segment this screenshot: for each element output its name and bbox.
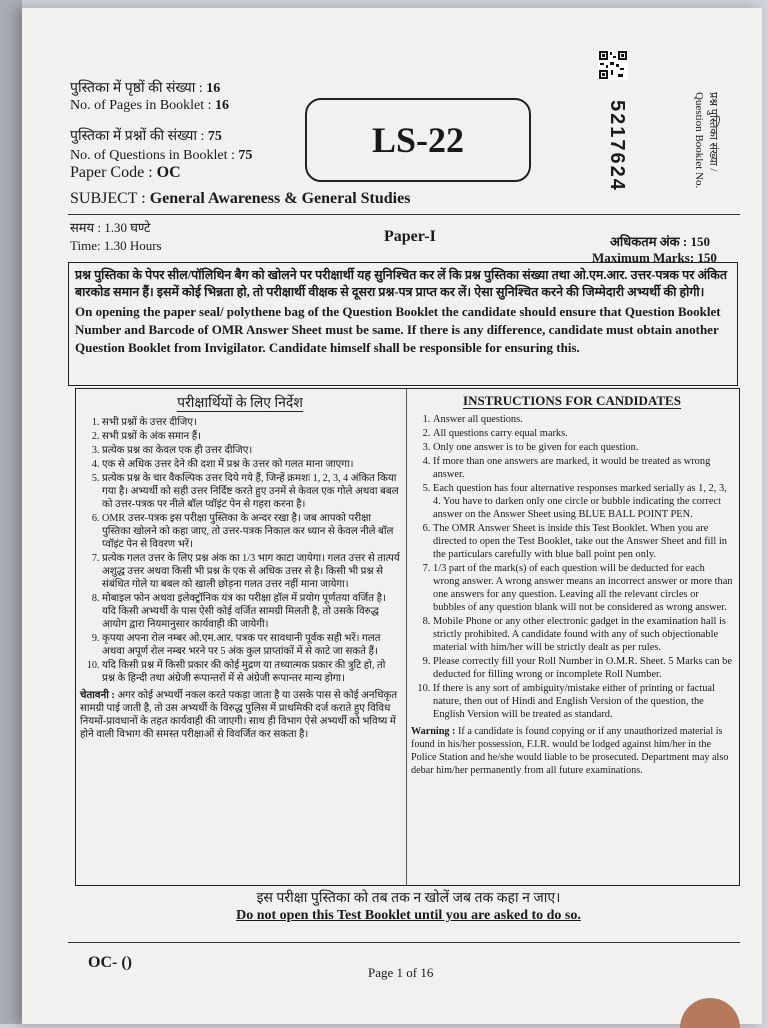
seal-warning-box <box>68 262 738 386</box>
list-item: 1. सभी प्रश्नों के उत्तर दीजिए। <box>102 416 400 429</box>
paper-code: Paper Code : OC <box>70 164 181 181</box>
list-item: 2. All questions carry equal marks. <box>433 427 733 440</box>
do-not-open-hi: इस परीक्षा पुस्तिका को तब तक न खोलें जब तक कहा न जाए। <box>256 891 561 906</box>
booklet-number: 5217624 <box>606 100 628 192</box>
instructions-en-list <box>411 413 733 721</box>
page-number: Page 1 of 16 <box>368 965 434 980</box>
seal-warning-hi: प्रश्न पुस्तिका के पेपर सील/पॉलिथिन बैग को खोलने पर परीक्षार्थी यह सुनिश्चित कर लें कि प्रश्न पुस्तिका संख्या तथा ओ.एम.आर. उत्तर-पत्रक पर अंकित बारकोड समान हैं। इसमें कोई भिन्नता हो, तो परीक्षार्थी वीक्षक से दूसरा प्रश्न-पत्र प्राप्त कर लें। ऐसा सुनिश्चित करने की जिम्मेदारी अभ्यर्थी की होगी। <box>75 268 727 299</box>
booklet-code-box: LS-22 <box>305 98 531 182</box>
list-item: 2. सभी प्रश्नों के अंक समान हैं। <box>102 430 400 443</box>
instructions-box <box>75 388 740 886</box>
binding-shadow <box>0 0 22 1024</box>
list-item: 10. If there is any sort of ambiguity/mistake either of printing or factual nature, then out of Hindi and English Version of the question, the English Version will be treated as standard. <box>433 682 733 721</box>
questions-hi: पुस्तिका में प्रश्नों की संख्या : 75 <box>70 129 222 144</box>
list-item: 3. प्रत्येक प्रश्न का केवल एक ही उत्तर दीजिए। <box>102 444 400 457</box>
list-item: 9. Please correctly fill your Roll Number in O.M.R. Sheet. 5 Marks can be deducted for filling wrong or incomplete Roll Number. <box>433 655 733 681</box>
questions-en: No. of Questions in Booklet : 75 <box>70 148 253 163</box>
instructions-hindi-column <box>76 389 406 885</box>
instructions-hi-title: परीक्षार्थियों के लिए निर्देश <box>177 396 303 411</box>
max-marks-en: Maximum Marks: 150 <box>592 250 717 265</box>
list-item: 8. मोबाइल फोन अथवा इलेक्ट्रॉनिक यंत्र का परीक्षा हॉल में प्रयोग पूर्णतया वर्जित है। यदि किसी अभ्यर्थी के पास ऐसी कोई वर्जित सामग्री मिलती है, तो उसके विरुद्ध आयोग द्वारा नियमानुसार कार्यवाही की जायेगी। <box>102 592 400 631</box>
list-item: 5. प्रत्येक प्रश्न के चार वैकल्पिक उत्तर दिये गये हैं, जिन्हें क्रमशः 1, 2, 3, 4 अंकित किया गया है। अभ्यर्थी को सही उत्तर निर्दिष्ट करते हुए उनमें से केवल एक गोले अथवा बबल को उत्तर-पत्रक पर नीले बॉल प्वॉइंट पेन से गहरा करना है। <box>102 472 400 511</box>
booklet-number-label: प्रश्न पुस्तिका संख्या / Question Booklet No. <box>693 92 719 189</box>
list-item: 1. Answer all questions. <box>433 413 733 426</box>
warning-en: Warning : If a candidate is found copying or if any unauthorized material is found in his/her possession, F.I.R. would be lodged against him/her in the Police Station and he/she would liable to be prosecuted. Department may also debar him/her permanently from all future examinations. <box>411 726 729 776</box>
subject: SUBJECT : General Awareness & General Studies <box>70 190 411 207</box>
list-item: 7. प्रत्येक गलत उत्तर के लिए प्रश्न अंक का 1/3 भाग काटा जायेगा। गलत उत्तर से तात्पर्य अशुद्ध उत्तर अथवा किसी भी प्रश्न के एक से अधिक उत्तर से है। किसी भी प्रश्न से संबंधित गोले या बबल को खाली छोड़ना गलत उत्तर नहीं माना जायेगा। <box>102 552 400 591</box>
list-item: 9. कृपया अपना रोल नम्बर ओ.एम.आर. पत्रक पर सावधानी पूर्वक सही भरें। गलत अथवा अपूर्ण रोल नम्बर भरने पर 5 अंक कुल प्राप्तांकों में से काटे जा सकते हैं। <box>102 632 400 658</box>
list-item: 6. OMR उत्तर-पत्रक इस परीक्षा पुस्तिका के अन्दर रखा है। जब आपको परीक्षा पुस्तिका खोलने को कहा जाए, तो उत्तर-पत्रक निकाल कर ध्यान से केवल नीले बॉल प्वॉइंट पेन से विवरण भरें। <box>102 512 400 551</box>
footer-divider <box>68 942 740 943</box>
list-item: 8. Mobile Phone or any other electronic gadget in the examination hall is strictly prohibited. A candidate found with any of such objectionable material with him/her will be strictly dealt as per rules. <box>433 615 733 654</box>
qr-code-icon <box>598 50 628 80</box>
oc-code: OC- () <box>88 954 132 971</box>
instructions-english-column <box>406 389 739 885</box>
time-en: Time: 1.30 Hours <box>70 238 162 253</box>
paper-title: Paper-I <box>384 228 436 245</box>
list-item: 4. If more than one answers are marked, it would be treated as wrong answer. <box>433 455 733 481</box>
instructions-en-title: INSTRUCTIONS FOR CANDIDATES <box>463 393 681 408</box>
time-hi: समय : 1.30 घण्टे <box>70 220 151 235</box>
divider <box>68 214 740 215</box>
instructions-hi-list <box>80 416 400 685</box>
list-item: 3. Only one answer is to be given for each question. <box>433 441 733 454</box>
list-item: 10. यदि किसी प्रश्न में किसी प्रकार की कोई मुद्रण या तथ्यात्मक प्रकार की त्रुटि हो, तो प्रश्न के हिन्दी तथा अंग्रेजी रूपान्तरों में से अंग्रेजी रूपान्तर मान्य होगा। <box>102 659 400 685</box>
pages-en: No. of Pages in Booklet : 16 <box>70 98 230 113</box>
seal-warning-en: On opening the paper seal/ polythene bag of the Question Booklet the candidate should ensure that Question Booklet Number and Barcode of OMR Answer Sheet must be same. If there is any difference, candidate must obtain another Question Booklet from Invigilator. Candidate himself shall be responsible for ensuring this. <box>75 304 721 355</box>
max-marks-hi: अधिकतम अंक : 150 <box>610 234 710 249</box>
list-item: 6. The OMR Answer Sheet is inside this Test Booklet. When you are directed to open the Test Booklet, take out the Answer Sheet and fill in the particulars carefully with blue ball point pen only. <box>433 522 733 561</box>
do-not-open-en: Do not open this Test Booklet until you are asked to do so. <box>236 908 581 923</box>
pages-hi: पुस्तिका में पृष्ठों की संख्या : 16 <box>70 81 221 96</box>
warning-hi: चेतावनी : अगर कोई अभ्यर्थी नकल करते पकड़ा जाता है या उसके पास से कोई अनधिकृत सामग्री पाई जाती है, तो उस अभ्यर्थी के विरुद्ध पुलिस में प्राथमिकी दर्ज कराते हुए विविध नियमों-प्रावधानों के तहत कार्यवाही की जाएगी। साथ ही विभाग ऐसे अभ्यर्थी को भविष्य में होने वाली विभाग की समस्त परीक्षाओं से विवर्जित कर सकता है। <box>80 690 398 740</box>
list-item: 7. 1/3 part of the mark(s) of each question will be deducted for each wrong answer. A wrong answer means an incorrect answer or more than one answers for any question. Leaving all the relevant circles or bubbles of any question blank will not be considered as wrong answer. <box>433 562 733 614</box>
list-item: 4. एक से अधिक उत्तर देने की दशा में प्रश्न के उत्तर को गलत माना जाएगा। <box>102 458 400 471</box>
list-item: 5. Each question has four alternative responses marked serially as 1, 2, 3, 4. You have to darken only one circle or bubble indicating the correct answer on the Answer Sheet using BLUE BALL POINT PEN. <box>433 482 733 521</box>
